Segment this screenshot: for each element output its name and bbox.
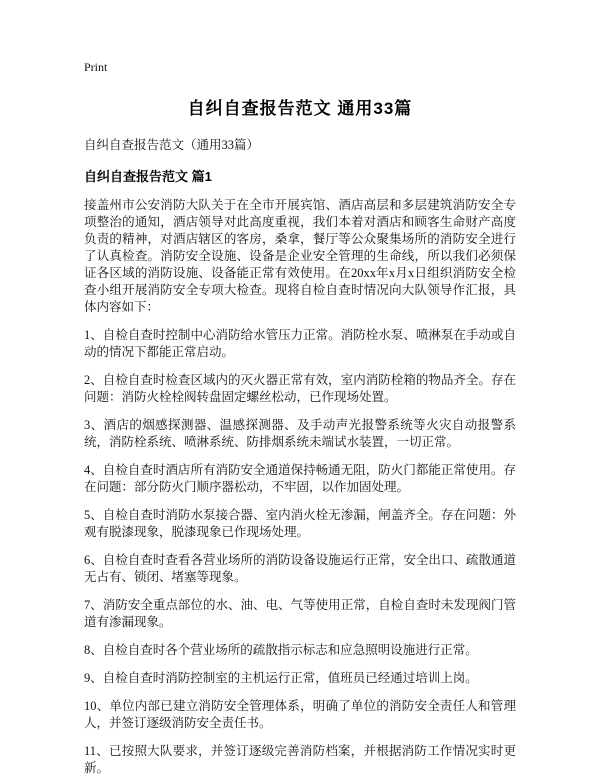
paragraph: 9、自检自查时消防控制室的主机运行正常，值班员已经通过培训上岗。 <box>84 671 478 685</box>
paragraph: 11、已按照大队要求，并签订逐级完善消防档案，并根据消防工作情况实时更新。 <box>84 744 516 775</box>
paragraph: 5、自检自查时消防水泵接合器、室内消火栓无渗漏，闸盖齐全。存在问题：外观有脱漆现象，脱漆现象已作现场处理。 <box>84 508 516 539</box>
paragraph: 8、自检自查时各个营业场所的疏散指示标志和应急照明设施进行正常。 <box>84 643 478 657</box>
paragraph: 7、消防安全重点部位的水、油、电、气等使用正常，自检自查时未发现阀门管道有渗漏现象。 <box>84 598 516 629</box>
paragraph: 6、自检自查时查看各营业场所的消防设备设施运行正常，安全出口、疏散通道无占有、锁闭、堵塞等现象。 <box>84 553 516 584</box>
paragraph: 1、自检自查时控制中心消防给水管压力正常。消防栓水泵、喷淋泵在手动或自动的情况下都能正常启动。 <box>84 328 516 359</box>
print-label: Print <box>84 60 108 74</box>
document-subtitle: 自纠自查报告范文（通用33篇） <box>84 138 260 152</box>
section-heading: 自纠自查报告范文 篇1 <box>84 169 212 184</box>
page-title: 自纠自查报告范文 通用33篇 <box>187 99 413 118</box>
paragraph-list <box>84 197 516 777</box>
paragraph: 2、自检自查时检查区域内的灭火器正常有效，室内消防栓箱的物品齐全。存在问题：消防火栓栓阀转盘固定螺丝松动，已作现场处置。 <box>84 373 516 404</box>
paragraph: 3、酒店的烟感探测器、温感探测器、及手动声光报警系统等火灾自动报警系统，消防栓系统、喷淋系统、防排烟系统未端试水装置，一切正常。 <box>84 418 516 449</box>
paragraph: 接盖州市公安消防大队关于在全市开展宾馆、酒店高层和多层建筑消防安全专项整治的通知，酒店领导对此高度重视，我们本着对酒店和顾客生命财产高度负责的精神，对酒店辖区的客房，桑拿，餐厅等公众聚集场所的消防安全进行了认真检查。消防安全设施、设备是企业安全管理的生命线，所以我们必须保证各区域的消防设施、设备能正常有效使用。在20xx年x月x日组织消防安全检查小组开展消防安全专项大检查。现将自检自查时情况向大队领导作汇报，具体内容如下： <box>84 198 516 314</box>
paragraph: 10、单位内部已建立消防安全管理体系，明确了单位的消防安全责任人和管理人，并签订逐级消防安全责任书。 <box>84 699 516 730</box>
paragraph: 4、自检自查时酒店所有消防安全通道保持畅通无阻，防火门都能正常使用。存在问题：部分防火门顺序器松动，不牢固，以作加固处理。 <box>84 463 516 494</box>
